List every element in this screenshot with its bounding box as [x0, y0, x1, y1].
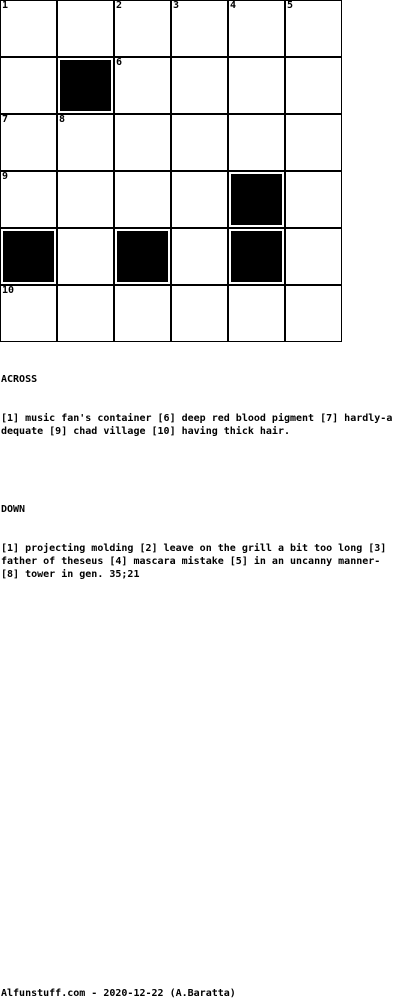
grid-cell[interactable] [228, 0, 285, 57]
grid-cell[interactable] [285, 0, 342, 57]
cell-number: 8 [59, 114, 66, 125]
grid-cell[interactable] [285, 57, 342, 114]
grid-cell[interactable] [114, 57, 171, 114]
footer-credit: Alfunstuff.com - 2020-12-22 (A.Baratta) [1, 988, 236, 999]
grid-cell[interactable] [57, 171, 114, 228]
grid-cell[interactable] [0, 0, 57, 57]
grid-cell[interactable] [228, 57, 285, 114]
grid-block-cell [57, 57, 114, 114]
cell-number: 10 [2, 285, 15, 296]
grid-cell[interactable] [114, 171, 171, 228]
grid-cell[interactable] [0, 171, 57, 228]
down-heading: DOWN [1, 504, 26, 515]
grid-cell[interactable] [0, 285, 57, 342]
clues-panel [1, 347, 397, 594]
grid-cell[interactable] [171, 171, 228, 228]
grid-block-cell [228, 171, 285, 228]
grid-cell[interactable] [0, 57, 57, 114]
cell-number: 7 [2, 114, 9, 125]
grid-cell[interactable] [57, 114, 114, 171]
across-clues: [1] music fan's container [6] deep red blood pigment [7] hardly-adequate [9] chad village [10] having thick hair. [1, 413, 393, 437]
grid-cell[interactable] [171, 114, 228, 171]
grid-cell[interactable] [228, 114, 285, 171]
block-fill [3, 231, 54, 282]
grid-cell[interactable] [171, 285, 228, 342]
clue-spacer [1, 464, 397, 477]
cell-number: 9 [2, 171, 9, 182]
block-fill [231, 174, 282, 225]
block-fill [117, 231, 168, 282]
grid-cell[interactable] [114, 285, 171, 342]
block-fill [231, 231, 282, 282]
grid-cell[interactable] [57, 228, 114, 285]
grid-cell[interactable] [285, 171, 342, 228]
grid-cell[interactable] [285, 285, 342, 342]
cell-number: 4 [230, 0, 237, 11]
grid-cell[interactable] [57, 0, 114, 57]
across-heading: ACROSS [1, 374, 38, 385]
crossword-grid [0, 0, 343, 343]
cell-number: 2 [116, 0, 123, 11]
grid-cell[interactable] [171, 0, 228, 57]
grid-block-cell [228, 228, 285, 285]
grid-cell[interactable] [57, 285, 114, 342]
grid-cell[interactable] [171, 57, 228, 114]
grid-cell[interactable] [0, 114, 57, 171]
grid-cell[interactable] [228, 285, 285, 342]
grid-block-cell [114, 228, 171, 285]
down-clues: [1] projecting molding [2] leave on the grill a bit too long [3] father of theseus [4] mascara mistake [5] in an uncanny manner-[8] tower in gen. 35;21 [1, 543, 393, 580]
grid-cell[interactable] [285, 114, 342, 171]
cell-number: 1 [2, 0, 9, 11]
block-fill [60, 60, 111, 111]
cell-number: 6 [116, 57, 123, 68]
grid-cell[interactable] [171, 228, 228, 285]
grid-cell[interactable] [285, 228, 342, 285]
cell-number: 3 [173, 0, 180, 11]
cell-number: 5 [287, 0, 294, 11]
grid-cell[interactable] [114, 0, 171, 57]
grid-cell[interactable] [114, 114, 171, 171]
grid-block-cell [0, 228, 57, 285]
